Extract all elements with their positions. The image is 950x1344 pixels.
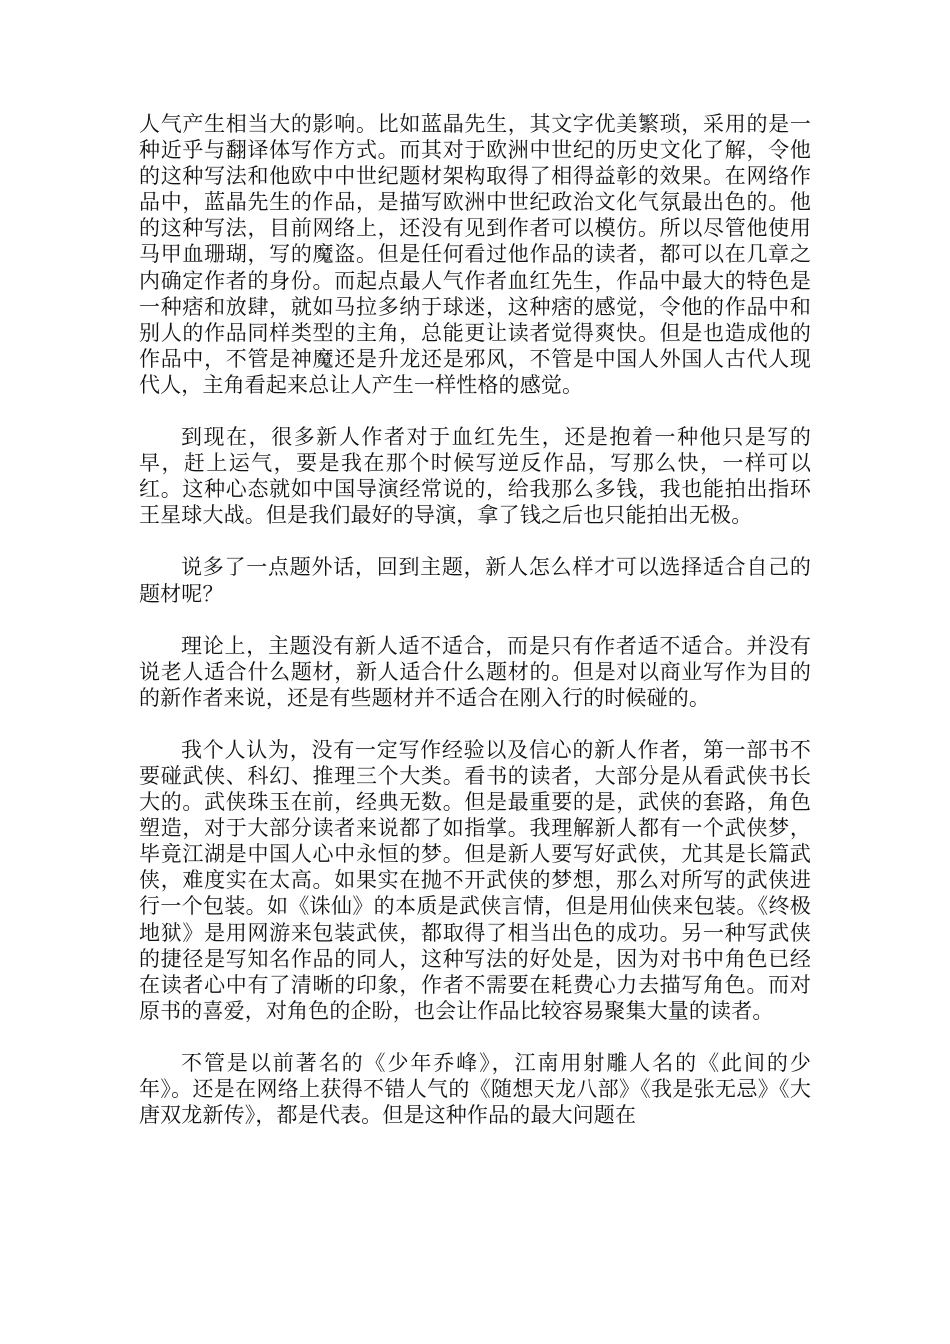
paragraph-4: 理论上，主题没有新人适不适合，而是只有作者适不适合。并没有说老人适合什么题材，新人适合什么题材的。但是对以商业写作为目的的新作者来说，还是有些题材并不适合在刚入行的时候碰的。	[139, 633, 811, 710]
paragraph-2: 到现在，很多新人作者对于血红先生，还是抱着一种他只是写的早，赶上运气，要是我在那个时候写逆反作品，写那么快，一样可以红。这种心态就如中国导演经常说的，给我那么多钱，我也能拍出指环王星球大战。但是我们最好的导演，拿了钱之后也只能拍出无极。	[139, 425, 811, 528]
paragraph-5: 我个人认为，没有一定写作经验以及信心的新人作者，第一部书不要碰武侠、科幻、推理三个大类。看书的读者，大部分是从看武侠书长大的。武侠珠玉在前，经典无数。但是最重要的是，武侠的套路，角色塑造，对于大部分读者来说都了如指掌。我理解新人都有一个武侠梦，毕竟江湖是中国人心中永恒的梦。但是新人要写好武侠，尤其是长篇武侠，难度实在太高。如果实在抛不开武侠的梦想，那么对所写的武侠进行一个包装。如《诛仙》的本质是武侠言情，但是用仙侠来包装。《终极地狱》是用网游来包装武侠，都取得了相当出色的成功。另一种写武侠的捷径是写知名作品的同人，这种写法的好处是，因为对书中角色已经在读者心中有了清晰的印象，作者不需要在耗费心力去描写角色。而对原书的喜爱，对角色的企盼，也会让作品比较容易聚集大量的读者。	[139, 737, 811, 1023]
document-page	[139, 111, 811, 1154]
paragraph-1: 人气产生相当大的影响。比如蓝晶先生，其文字优美繁琐，采用的是一种近乎与翻译体写作方式。而其对于欧洲中世纪的历史文化了解，令他的这种写法和他欧中中世纪题材架构取得了相得益彰的效果。在网络作品中，蓝晶先生的作品，是描写欧洲中世纪政治文化气氛最出色的。他的这种写法，目前网络上，还没有见到作者可以模仿。所以尽管他使用马甲血珊瑚，写的魔盗。但是任何看过他作品的读者，都可以在几章之内确定作者的身份。而起点最人气作者血红先生，作品中最大的特色是一种痞和放肆，就如马拉多纳于球迷，这种痞的感觉，令他的作品中和别人的作品同样类型的主角，总能更让读者觉得爽快。但是也造成他的作品中，不管是神魔还是升龙还是邪风，不管是中国人外国人古代人现代人，主角看起来总让人产生一样性格的感觉。	[139, 112, 811, 397]
paragraph-3: 说多了一点题外话，回到主题，新人怎么样才可以选择适合自己的题材呢？	[139, 555, 811, 606]
paragraph-6: 不管是以前著名的《少年乔峰》，江南用射雕人名的《此间的少年》。还是在网络上获得不错人气的《随想天龙八部》《我是张无忌》《大唐双龙新传》，都是代表。但是这种作品的最大问题在	[139, 1050, 811, 1128]
